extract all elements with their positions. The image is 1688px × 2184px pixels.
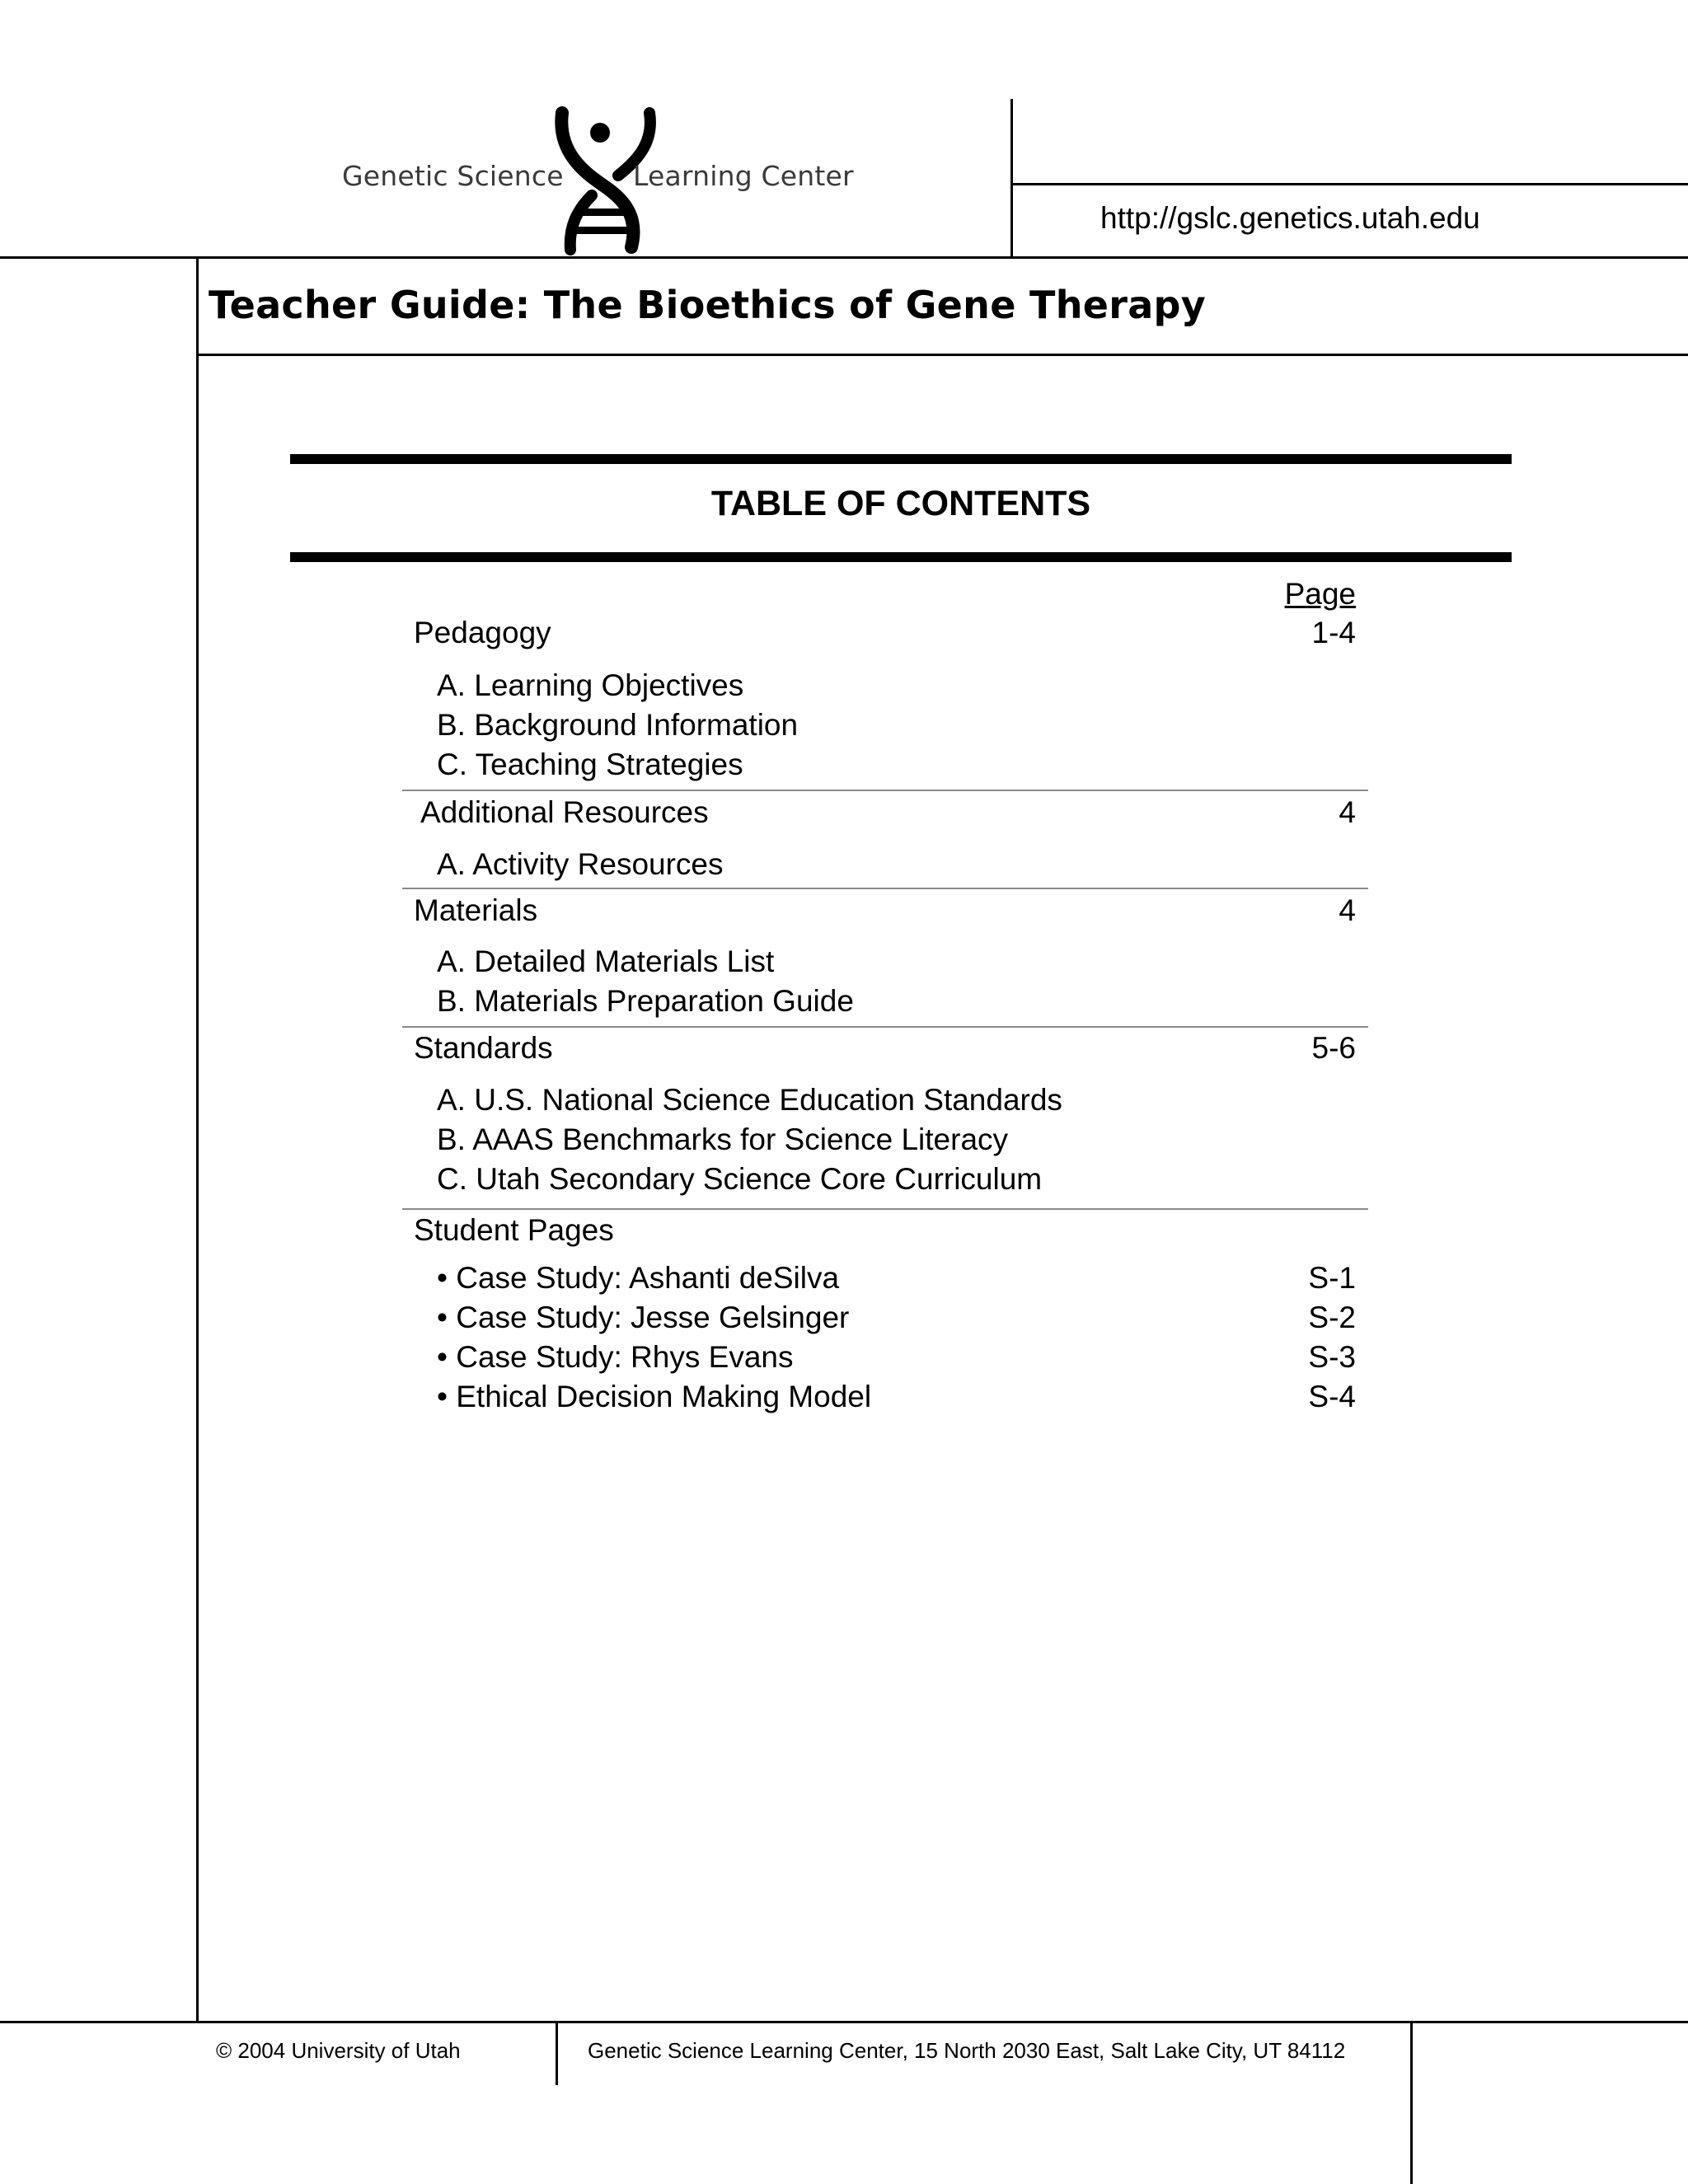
site-url-link[interactable]: http://gslc.genetics.utah.edu: [1100, 201, 1480, 235]
section-page-standards: 5-6: [1311, 1031, 1356, 1065]
title-bottom-line: [196, 354, 1688, 356]
header-bottom-line: [0, 256, 1688, 259]
section-separator: [402, 1026, 1368, 1028]
section-title-student-pages[interactable]: Student Pages: [414, 1213, 614, 1247]
logo-text-right: Learning Center: [633, 160, 854, 192]
section-separator: [402, 888, 1368, 889]
footer-top-line: [0, 2021, 1688, 2023]
footer-divider-right: [1410, 2021, 1413, 2184]
toc-item[interactable]: • Ethical Decision Making Model: [437, 1380, 872, 1413]
toc-item[interactable]: • Case Study: Jesse Gelsinger: [437, 1301, 850, 1334]
item-page: S-3: [1308, 1340, 1356, 1374]
header-url-line: [1010, 183, 1688, 185]
toc-bottom-rule: [290, 552, 1512, 562]
toc-item[interactable]: C. Utah Secondary Science Core Curriculum: [437, 1162, 1043, 1196]
toc-item[interactable]: B. AAAS Benchmarks for Science Literacy: [437, 1122, 1009, 1156]
section-title-additional-resources[interactable]: Additional Resources: [420, 795, 709, 829]
section-page-pedagogy: 1-4: [1311, 616, 1356, 649]
toc-item[interactable]: A. Detailed Materials List: [437, 944, 775, 978]
page-column-label: Page: [1284, 577, 1356, 611]
toc-item[interactable]: B. Background Information: [437, 708, 799, 742]
logo-text-left: Genetic Science: [342, 160, 564, 192]
toc-top-rule: [290, 454, 1512, 464]
toc-item[interactable]: A. Learning Objectives: [437, 668, 744, 702]
toc-item[interactable]: • Case Study: Rhys Evans: [437, 1340, 794, 1374]
footer-copyright: © 2004 University of Utah: [216, 2038, 461, 2063]
left-margin-line: [196, 256, 199, 2023]
section-separator: [402, 1208, 1368, 1210]
section-page-additional-resources: 4: [1339, 795, 1356, 829]
item-page: S-1: [1308, 1261, 1356, 1295]
toc-item[interactable]: • Case Study: Ashanti deSilva: [437, 1261, 840, 1295]
footer-divider-left: [556, 2021, 558, 2085]
toc-item[interactable]: A. Activity Resources: [437, 847, 724, 881]
section-title-standards[interactable]: Standards: [414, 1031, 553, 1065]
document-title: Teacher Guide: The Bioethics of Gene Therapy: [209, 283, 1207, 327]
toc-item[interactable]: B. Materials Preparation Guide: [437, 984, 854, 1018]
section-title-pedagogy[interactable]: Pedagogy: [414, 616, 551, 649]
header-divider-vertical: [1010, 99, 1013, 259]
item-page: S-2: [1308, 1301, 1356, 1334]
footer-address: Genetic Science Learning Center, 15 North 2030 East, Salt Lake City, UT 84112: [588, 2038, 1346, 2063]
section-separator: [402, 790, 1368, 791]
toc-item[interactable]: A. U.S. National Science Education Standards: [437, 1083, 1062, 1117]
section-page-materials: 4: [1339, 893, 1356, 927]
section-title-materials[interactable]: Materials: [414, 893, 538, 927]
toc-heading: TABLE OF CONTENTS: [710, 484, 1091, 523]
item-page: S-4: [1308, 1380, 1356, 1413]
toc-item[interactable]: C. Teaching Strategies: [437, 748, 743, 781]
